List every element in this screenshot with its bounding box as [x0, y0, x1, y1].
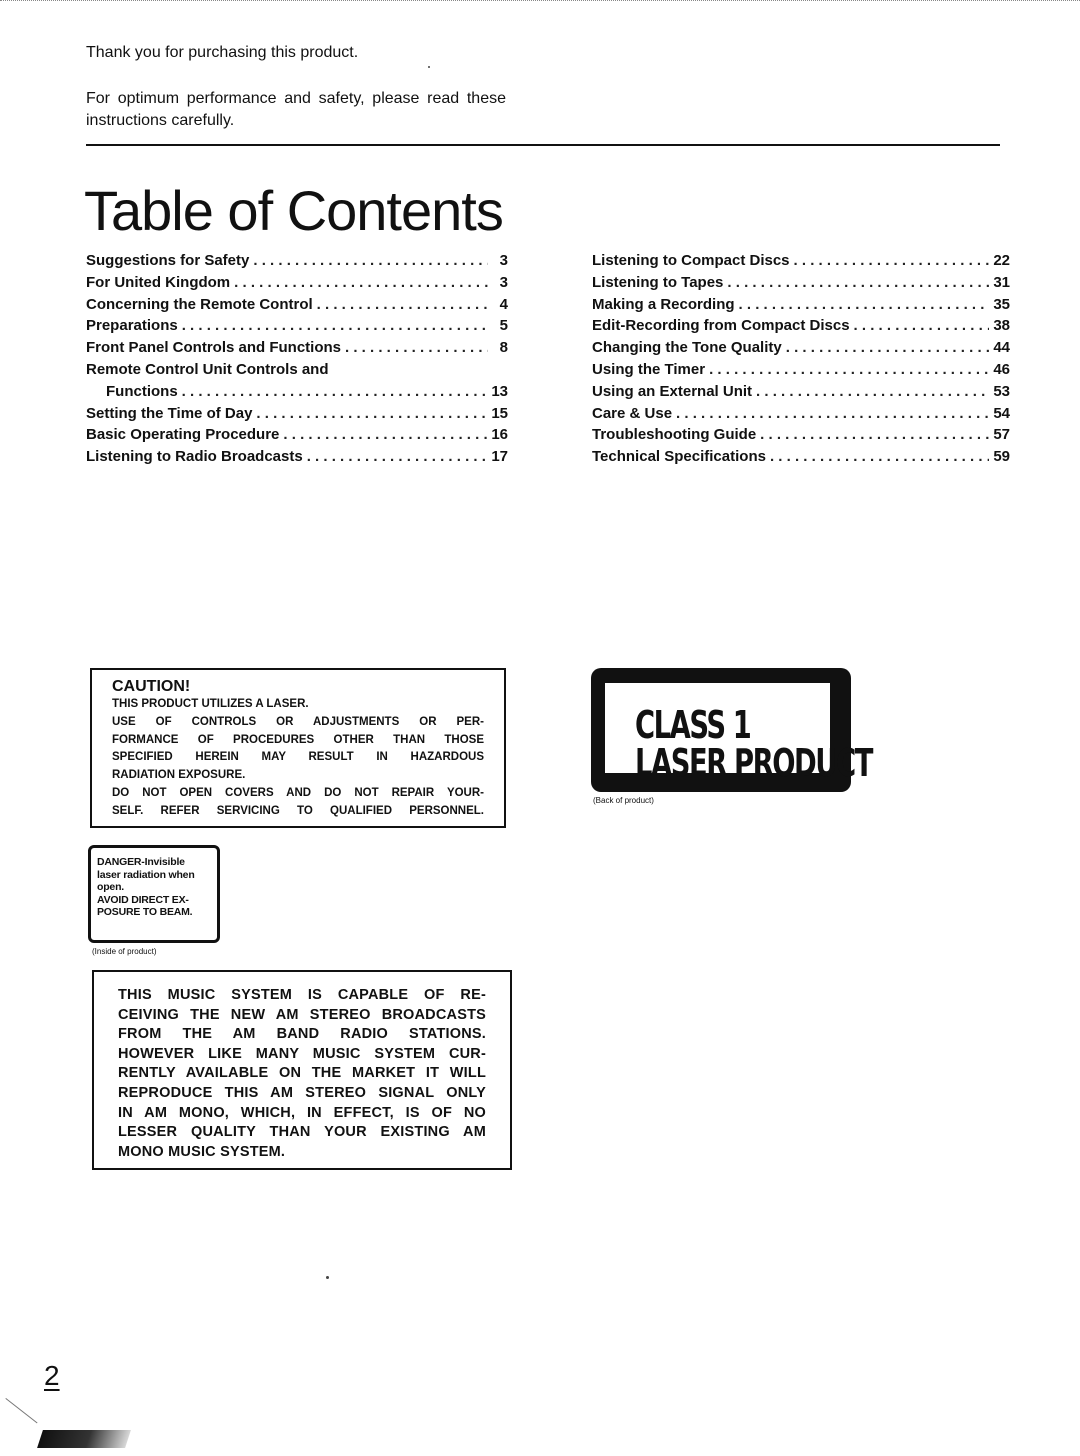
- toc-entry[interactable]: [86, 315, 508, 337]
- toc-entry[interactable]: [86, 381, 508, 403]
- toc-entry-page: 44: [993, 339, 1010, 357]
- scan-artifact-smudge: [37, 1430, 131, 1448]
- toc-leader: [709, 359, 989, 381]
- toc-entry[interactable]: [86, 446, 508, 468]
- class-label-line-1: CLASS 1: [635, 703, 751, 747]
- page-top-edge: [0, 0, 1080, 1]
- toc-entry-title: Using an External Unit: [592, 382, 753, 400]
- intro-thanks: Thank you for purchasing this product.: [86, 44, 359, 61]
- danger-label: [88, 845, 220, 943]
- toc-entry[interactable]: [86, 424, 508, 446]
- toc-leader: [283, 424, 487, 446]
- intro-instructions: For optimum performance and safety, please read these instructions carefully.: [86, 90, 506, 129]
- toc-leader: [739, 294, 990, 316]
- toc-entry-title: Edit-Recording from Compact Discs: [592, 317, 850, 335]
- toc-entry-title: Troubleshooting Guide: [592, 426, 757, 444]
- toc-entry-title: Front Panel Controls and Functions: [86, 339, 341, 357]
- caution-line: SELF. REFER SERVICING TO QUALIFIED PERSONNEL.: [112, 804, 484, 817]
- toc-entry[interactable]: [86, 403, 508, 425]
- danger-line: DANGER-Invisible: [97, 856, 185, 868]
- scan-speck: [326, 1276, 329, 1279]
- toc-entry-page: 46: [993, 360, 1010, 378]
- toc-entry-page: 8: [499, 339, 508, 357]
- toc-entry[interactable]: [592, 424, 1010, 446]
- toc-entry-page: 5: [499, 317, 508, 335]
- toc-entry-title: Concerning the Remote Control: [86, 295, 313, 313]
- danger-line: open.: [97, 881, 124, 894]
- toc-entry-title: Basic Operating Procedure: [86, 426, 280, 444]
- toc-entry[interactable]: [86, 337, 508, 359]
- toc-entry-title: Listening to Radio Broadcasts: [86, 448, 303, 466]
- caution-line: RADIATION EXPOSURE.: [112, 769, 246, 782]
- toc-entry-page: 54: [993, 404, 1010, 422]
- toc-leader: [760, 424, 989, 446]
- am-stereo-line: FROM THE AM BAND RADIO STATIONS.: [118, 1026, 486, 1043]
- toc-entry-page: 3: [499, 273, 508, 291]
- toc-entry-page: 17: [491, 448, 508, 466]
- toc-entry-page: 57: [993, 426, 1010, 444]
- caution-notice: [90, 668, 506, 828]
- toc-entry-page: 16: [491, 426, 508, 444]
- toc-entry[interactable]: [592, 381, 1010, 403]
- toc-leader: [676, 403, 989, 425]
- toc-leader: [307, 446, 488, 468]
- caution-line: SPECIFIED HEREIN MAY RESULT IN HAZARDOUS: [112, 751, 484, 764]
- scan-artifact-line: [5, 1398, 37, 1423]
- class-1-laser-label: [591, 668, 872, 792]
- toc-entry[interactable]: [86, 272, 508, 294]
- page-title: Table of Contents: [84, 179, 503, 242]
- page-number: 2: [44, 1360, 60, 1391]
- toc-entry[interactable]: [86, 294, 508, 316]
- am-stereo-line: MONO MUSIC SYSTEM.: [118, 1143, 286, 1160]
- toc-entry-page: 38: [993, 317, 1010, 335]
- class-label-caption: (Back of product): [593, 796, 654, 805]
- caution-line: THIS PRODUCT UTILIZES A LASER.: [112, 698, 309, 710]
- toc-leader: [345, 337, 488, 359]
- toc-leader: [182, 381, 488, 403]
- toc-leader: [786, 337, 990, 359]
- toc-leader: [770, 446, 989, 468]
- danger-line: laser radiation when: [97, 868, 195, 881]
- toc-entry-title: Listening to Tapes: [592, 273, 724, 291]
- toc-entry[interactable]: [592, 250, 1010, 272]
- toc-entry-page: 4: [499, 295, 508, 313]
- toc-entry[interactable]: [592, 272, 1010, 294]
- am-stereo-line: RENTLY AVAILABLE ON THE MARKET IT WILL: [118, 1065, 486, 1082]
- toc-entry-page: 31: [993, 273, 1010, 291]
- toc-leader: [794, 250, 990, 272]
- toc-leader: [182, 315, 488, 337]
- toc-entry-title: Suggestions for Safety: [86, 252, 250, 269]
- toc-left-column: [86, 250, 508, 468]
- toc-leader: [234, 272, 488, 294]
- class-label-panel: [603, 681, 872, 785]
- toc-entry-page: 3: [499, 252, 508, 269]
- toc-entry-title: Setting the Time of Day: [86, 404, 253, 422]
- toc-entry-title: Technical Specifications: [592, 448, 766, 466]
- caution-line: FORMANCE OF PROCEDURES OTHER THAN THOSE: [112, 733, 484, 746]
- class-label-line-2: LASER PRODUCT: [635, 741, 872, 785]
- toc-entry-page: 35: [993, 295, 1010, 313]
- toc-leader: [727, 272, 989, 294]
- section-divider: [86, 144, 1000, 146]
- toc-entry-title: For United Kingdom: [86, 273, 231, 291]
- scan-speck: [428, 66, 430, 68]
- am-stereo-line: CEIVING THE NEW AM STEREO BROADCASTS: [118, 1006, 486, 1023]
- am-stereo-line: LESSER QUALITY THAN YOUR EXISTING AM: [118, 1124, 486, 1141]
- am-stereo-line: HOWEVER LIKE MANY MUSIC SYSTEM CUR-: [118, 1045, 486, 1062]
- toc-entry-page: 53: [993, 382, 1010, 400]
- toc-entry-title: Making a Recording: [592, 295, 735, 313]
- toc-entry[interactable]: [592, 403, 1010, 425]
- toc-entry-page: 22: [993, 252, 1010, 269]
- toc-entry-page: 13: [491, 382, 508, 400]
- toc-entry-title: Using the Timer: [592, 360, 706, 378]
- toc-entry-title: Functions: [106, 382, 178, 400]
- caution-line: DO NOT OPEN COVERS AND DO NOT REPAIR YOUR-: [112, 786, 484, 799]
- toc-entry[interactable]: [592, 294, 1010, 316]
- am-stereo-line: THIS MUSIC SYSTEM IS CAPABLE OF RE-: [118, 987, 486, 1003]
- toc-entry[interactable]: [592, 315, 1010, 337]
- danger-line: POSURE TO BEAM.: [97, 906, 193, 919]
- danger-line: AVOID DIRECT EX-: [97, 893, 189, 906]
- toc-entry[interactable]: [592, 446, 1010, 468]
- toc-entry-title: Remote Control Unit Controls and: [86, 360, 329, 378]
- toc-leader: [253, 250, 488, 272]
- toc-leader: [756, 381, 989, 403]
- caution-title: CAUTION!: [112, 678, 191, 695]
- toc-entry-page: 15: [491, 404, 508, 422]
- toc-entry[interactable]: [592, 359, 1010, 381]
- am-stereo-line: IN AM MONO, WHICH, IN EFFECT, IS OF NO: [118, 1104, 486, 1121]
- toc-leader: [256, 403, 487, 425]
- toc-entry-title: Care & Use: [592, 404, 673, 422]
- caution-line: USE OF CONTROLS OR ADJUSTMENTS OR PER-: [112, 715, 484, 728]
- toc-entry[interactable]: [86, 359, 508, 381]
- toc-entry[interactable]: [592, 337, 1010, 359]
- danger-label-caption: (Inside of product): [92, 947, 157, 956]
- am-stereo-notice: [92, 970, 512, 1170]
- toc-entry-title: Changing the Tone Quality: [592, 339, 782, 357]
- toc-entry[interactable]: [86, 250, 508, 272]
- toc-right-column: [592, 250, 1010, 468]
- am-stereo-line: REPRODUCE THIS AM STEREO SIGNAL ONLY: [118, 1084, 486, 1101]
- toc-leader: [317, 294, 488, 316]
- toc-entry-page: 59: [993, 448, 1010, 466]
- toc-entry-title: Listening to Compact Discs: [592, 252, 790, 269]
- toc-leader: [854, 315, 990, 337]
- toc-entry-title: Preparations: [86, 317, 178, 335]
